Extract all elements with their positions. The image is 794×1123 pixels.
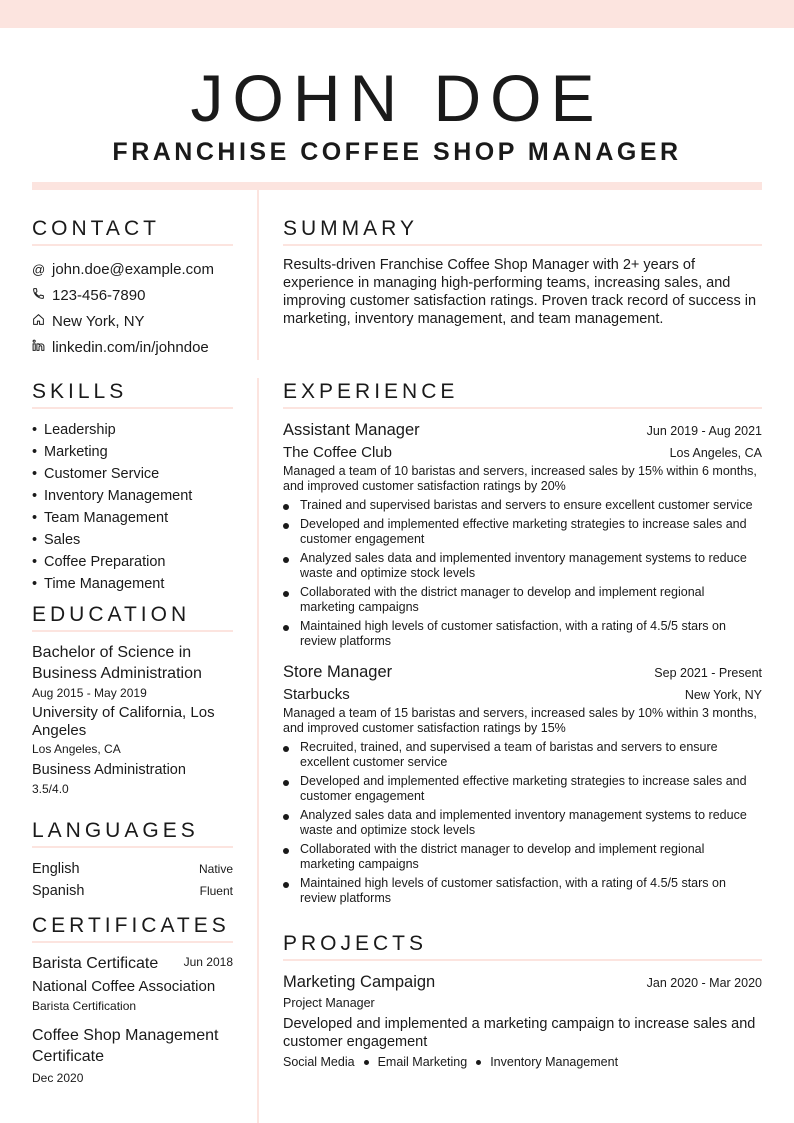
at-icon: @ [32,261,46,277]
certificate-item [32,953,233,1015]
projects-section [283,931,762,1071]
column-divider-bottom [257,378,259,1123]
certificates-heading: CERTIFICATES [32,913,233,943]
skill-item: • Sales [32,532,81,548]
certificate-name: Coffee Shop Management Certificate [32,1027,219,1065]
summary-text: Results-driven Franchise Coffee Shop Manager with 2+ years of experience in managing high-performing teams, increasing sales, and improving customer satisfaction ratings. Proven track record of success in marketing, inventory management, and team management. [283,257,757,327]
skill-item: • Marketing [32,444,108,460]
home-icon [32,313,52,329]
job-entry [283,661,762,906]
skill-item: • Team Management [32,510,169,526]
email-text: john.doe@example.com [52,260,214,278]
project-description: Developed and implemented a marketing campaign to increase sales and customer engagement [283,1016,756,1050]
skills-list [32,419,233,595]
job-bullets [283,740,762,906]
job-description: Managed a team of 15 baristas and servers, increased sales by 10% within 3 months, and improved customer satisfaction ratings by 15% [283,706,757,735]
language-item [32,858,233,880]
languages-heading: LANGUAGES [32,818,233,848]
job-company: The Coffee Club [283,444,392,461]
language-level: Fluent [199,884,233,898]
skill-item: • Customer Service [32,466,160,482]
education-heading: EDUCATION [32,602,233,632]
summary-heading: SUMMARY [283,216,762,246]
job-bullet: Collaborated with the district manager to develop and implement regional marketing campaigns [283,842,762,872]
job-bullet: Developed and implemented effective marketing strategies to increase sales and customer engagement [283,517,762,547]
contact-email[interactable] [32,256,233,282]
certificate-name: Barista Certificate [32,955,159,972]
language-name: English [32,861,80,877]
experience-section [283,379,762,910]
project-entry [283,971,762,1071]
education-gpa: 3.5/4.0 [32,782,69,796]
project-role: Project Manager [283,996,375,1010]
candidate-name: JOHN DOE [190,61,604,135]
job-bullet: Maintained high levels of customer satisfaction, with a rating of 4.5/5 stars on review platforms [283,876,762,906]
top-accent-bar [0,0,794,28]
header-divider [32,182,762,190]
skill-item: • Inventory Management [32,488,193,504]
job-role: Store Manager [283,663,393,681]
skills-heading: SKILLS [32,379,233,409]
certificate-date: Dec 2020 [32,1071,84,1085]
linkedin-icon [32,339,52,355]
project-tags [283,1053,762,1071]
job-bullet: Analyzed sales data and implemented inventory management systems to reduce waste and optimize stock levels [283,808,762,838]
job-dates: Jun 2019 - Aug 2021 [646,424,762,438]
contact-phone[interactable] [32,282,233,308]
skill-item: • Time Management [32,576,165,592]
job-bullet: Collaborated with the district manager to develop and implement regional marketing campaigns [283,585,762,615]
job-location: New York, NY [684,688,762,702]
linkedin-text: linkedin.com/in/johndoe [52,338,209,356]
languages-section [32,818,233,902]
contact-location [32,308,233,334]
job-bullet: Developed and implemented effective marketing strategies to increase sales and customer engagement [283,774,762,804]
skills-section [32,379,233,595]
location-text: New York, NY [52,312,145,330]
contact-heading: CONTACT [32,216,233,246]
job-entry [283,419,762,649]
job-bullet: Maintained high levels of customer satisfaction, with a rating of 4.5/5 stars on review platforms [283,619,762,649]
project-tag: Inventory Management [490,1055,619,1069]
education-location: Los Angeles, CA [32,742,121,756]
job-company: Starbucks [283,686,350,703]
phone-text: 123-456-7890 [52,286,146,304]
projects-heading: PROJECTS [283,931,762,961]
contact-linkedin[interactable] [32,334,233,360]
education-field: Business Administration [32,762,186,778]
education-degree: Bachelor of Science in Business Administration [32,644,202,682]
certificate-org: National Coffee Association [32,978,216,995]
education-section [32,602,233,798]
project-tag: Email Marketing [377,1055,468,1069]
job-bullet: Analyzed sales data and implemented inventory management systems to reduce waste and optimize stock levels [283,551,762,581]
job-bullet: Trained and supervised baristas and servers to ensure excellent customer service [283,498,762,513]
column-divider-top [257,190,259,360]
phone-icon [32,287,52,303]
project-name: Marketing Campaign [283,973,436,991]
certificate-item [32,1025,233,1087]
language-name: Spanish [32,883,85,899]
language-level: Native [198,862,233,876]
certificate-date: Jun 2018 [183,955,233,969]
job-location: Los Angeles, CA [669,446,762,460]
education-dates: Aug 2015 - May 2019 [32,686,147,700]
job-title: FRANCHISE COFFEE SHOP MANAGER [112,138,682,166]
certificates-section [32,913,233,1087]
experience-heading: EXPERIENCE [283,379,762,409]
job-dates: Sep 2021 - Present [654,666,762,680]
education-institution: University of California, Los Angeles [32,704,215,739]
contact-section [32,216,233,360]
summary-section [283,216,762,328]
job-bullet: Recruited, trained, and supervised a team of baristas and servers to ensure excellent customer service [283,740,762,770]
skill-item: • Leadership [32,422,116,438]
skill-item: • Coffee Preparation [32,554,166,570]
project-dates: Jan 2020 - Mar 2020 [646,976,762,990]
job-description: Managed a team of 10 baristas and servers, increased sales by 15% within 6 months, and improved customer satisfaction ratings by 20% [283,464,757,493]
job-bullets [283,498,762,649]
certificate-note: Barista Certification [32,999,137,1013]
project-tag: Social Media [283,1055,355,1069]
language-item [32,880,233,902]
job-role: Assistant Manager [283,421,420,439]
